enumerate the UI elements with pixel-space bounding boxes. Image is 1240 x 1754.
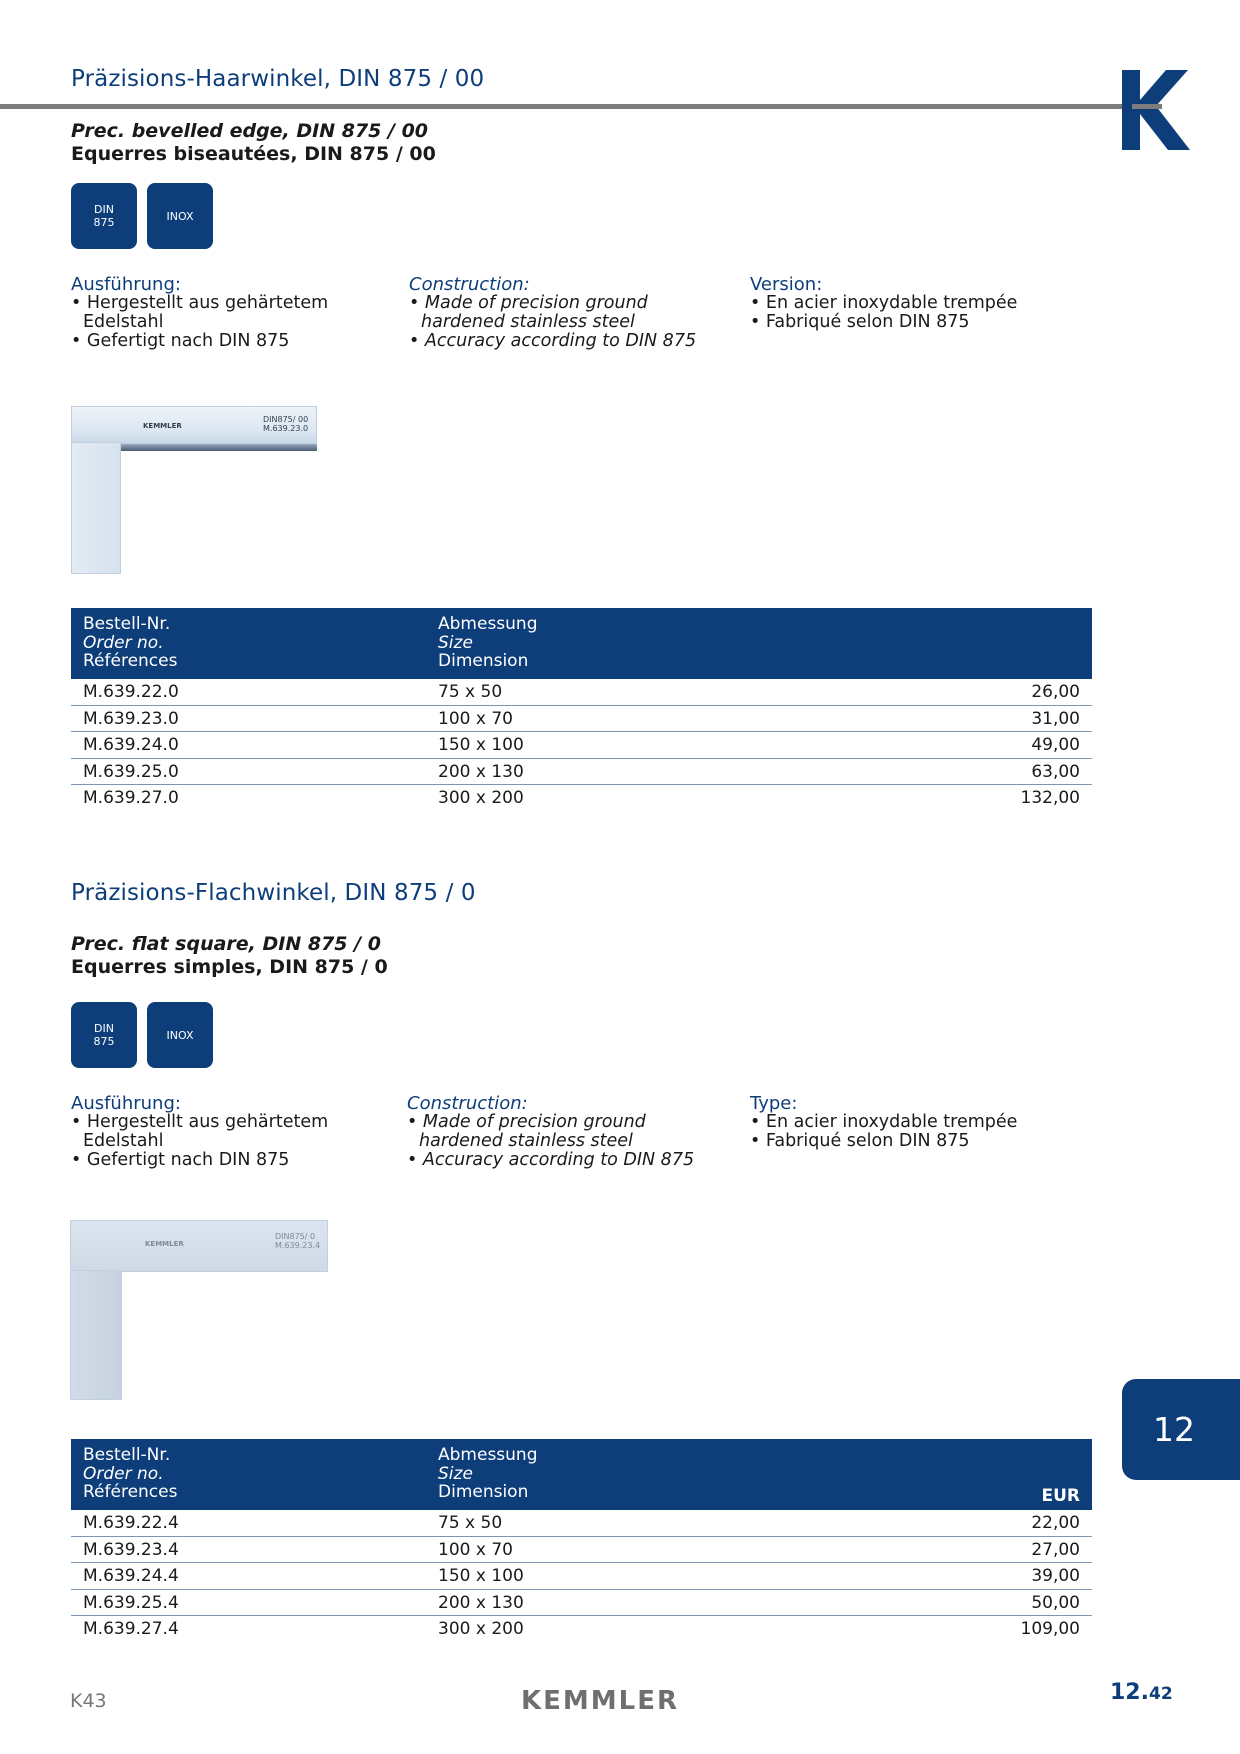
table-row: M.639.25.4 200 x 130 50,00 xyxy=(71,1590,1092,1617)
table-row: M.639.24.4 150 x 100 39,00 xyxy=(71,1563,1092,1590)
kemmler-logo-icon xyxy=(1122,70,1190,150)
header-currency: EUR xyxy=(1041,1485,1080,1506)
section1-badges xyxy=(71,183,213,249)
din-badge: DIN 875 xyxy=(71,183,137,249)
section1-subtitle-fr: Equerres biseautées, DIN 875 / 00 xyxy=(71,143,436,165)
inox-badge: INOX xyxy=(147,183,213,249)
bevelled-square-image xyxy=(71,406,317,574)
header-order-no: Bestell-Nr. Order no. Références xyxy=(83,614,178,671)
section1-title: Präzisions-Haarwinkel, DIN 875 / 00 xyxy=(71,66,485,92)
desc-heading: Construction: xyxy=(409,274,530,295)
section1-desc-fr xyxy=(750,275,1090,332)
desc-heading: Version: xyxy=(750,274,823,295)
desc-item: • Fabriqué selon DIN 875 xyxy=(750,312,970,332)
table-row: M.639.27.0 300 x 200 132,00 xyxy=(83,788,1080,808)
section2-desc-en xyxy=(407,1094,707,1170)
section2-subtitle-en: Prec. flat square, DIN 875 / 0 xyxy=(71,933,381,955)
desc-item: • En acier inoxydable trempée xyxy=(750,1112,1018,1132)
image-mark: DIN875/ 0 M.639.23.4 xyxy=(275,1232,321,1250)
section1-subtitle-en: Prec. bevelled edge, DIN 875 / 00 xyxy=(71,120,429,142)
section2-subtitle-fr: Equerres simples, DIN 875 / 0 xyxy=(71,956,388,978)
table-row: M.639.22.0 75 x 50 26,00 xyxy=(71,679,1092,706)
table-row: M.639.22.4 75 x 50 22,00 xyxy=(71,1510,1092,1537)
desc-item: • Made of precision ground hardened stainless steel xyxy=(407,1112,646,1151)
section2-price-table xyxy=(71,1439,1092,1643)
image-mark: DIN875/ 00 M.639.23.0 xyxy=(263,415,309,433)
header-size: Abmessung Size Dimension xyxy=(438,1445,538,1502)
desc-heading: Ausführung: xyxy=(71,1093,181,1114)
section2-desc-fr xyxy=(750,1094,1090,1151)
catalog-code: K43 xyxy=(70,1690,107,1712)
header-size: Abmessung Size Dimension xyxy=(438,614,538,671)
table-row: M.639.23.0 100 x 70 31,00 xyxy=(71,706,1092,733)
inox-badge: INOX xyxy=(147,1002,213,1068)
image-brand: KEMMLER xyxy=(145,1240,184,1248)
section1-desc-en xyxy=(409,275,709,351)
desc-heading: Ausführung: xyxy=(71,274,181,295)
desc-item: • Fabriqué selon DIN 875 xyxy=(750,1131,970,1151)
desc-heading: Construction: xyxy=(407,1093,528,1114)
table-header xyxy=(71,608,1092,679)
header-order-no: Bestell-Nr. Order no. Références xyxy=(83,1445,178,1502)
section2-title: Präzisions-Flachwinkel, DIN 875 / 0 xyxy=(71,880,476,906)
table-body xyxy=(71,679,1092,812)
chapter-tab: 12 xyxy=(1122,1379,1240,1480)
header-rule xyxy=(0,104,1122,109)
page-number: 12.42 xyxy=(1110,1680,1173,1705)
desc-item: • Gefertigt nach DIN 875 xyxy=(71,1150,290,1170)
image-brand: KEMMLER xyxy=(143,422,182,430)
table-row: M.639.24.0 150 x 100 49,00 xyxy=(71,732,1092,759)
section1-desc-de xyxy=(71,275,371,351)
section2-desc-de xyxy=(71,1094,371,1170)
section2-badges xyxy=(71,1002,213,1068)
desc-item: • Hergestellt aus gehärtetem Edelstahl xyxy=(71,293,329,332)
table-body xyxy=(71,1510,1092,1643)
desc-item: • Made of precision ground hardened stainless steel xyxy=(409,293,648,332)
desc-item: • En acier inoxydable trempée xyxy=(750,293,1018,313)
table-header xyxy=(71,1439,1092,1510)
table-row: M.639.23.4 100 x 70 27,00 xyxy=(71,1537,1092,1564)
desc-item: • Gefertigt nach DIN 875 xyxy=(71,331,290,351)
desc-item: • Accuracy according to DIN 875 xyxy=(407,1150,695,1170)
table-row: M.639.25.0 200 x 130 63,00 xyxy=(71,759,1092,786)
section1-price-table xyxy=(71,608,1092,812)
desc-item: • Accuracy according to DIN 875 xyxy=(409,331,697,351)
desc-item: • Hergestellt aus gehärtetem Edelstahl xyxy=(71,1112,329,1151)
footer-brand: KEMMLER xyxy=(521,1686,680,1716)
flat-square-image xyxy=(70,1220,328,1400)
din-badge: DIN 875 xyxy=(71,1002,137,1068)
desc-heading: Type: xyxy=(750,1093,798,1114)
table-row: M.639.27.4 300 x 200 109,00 xyxy=(83,1619,1080,1639)
